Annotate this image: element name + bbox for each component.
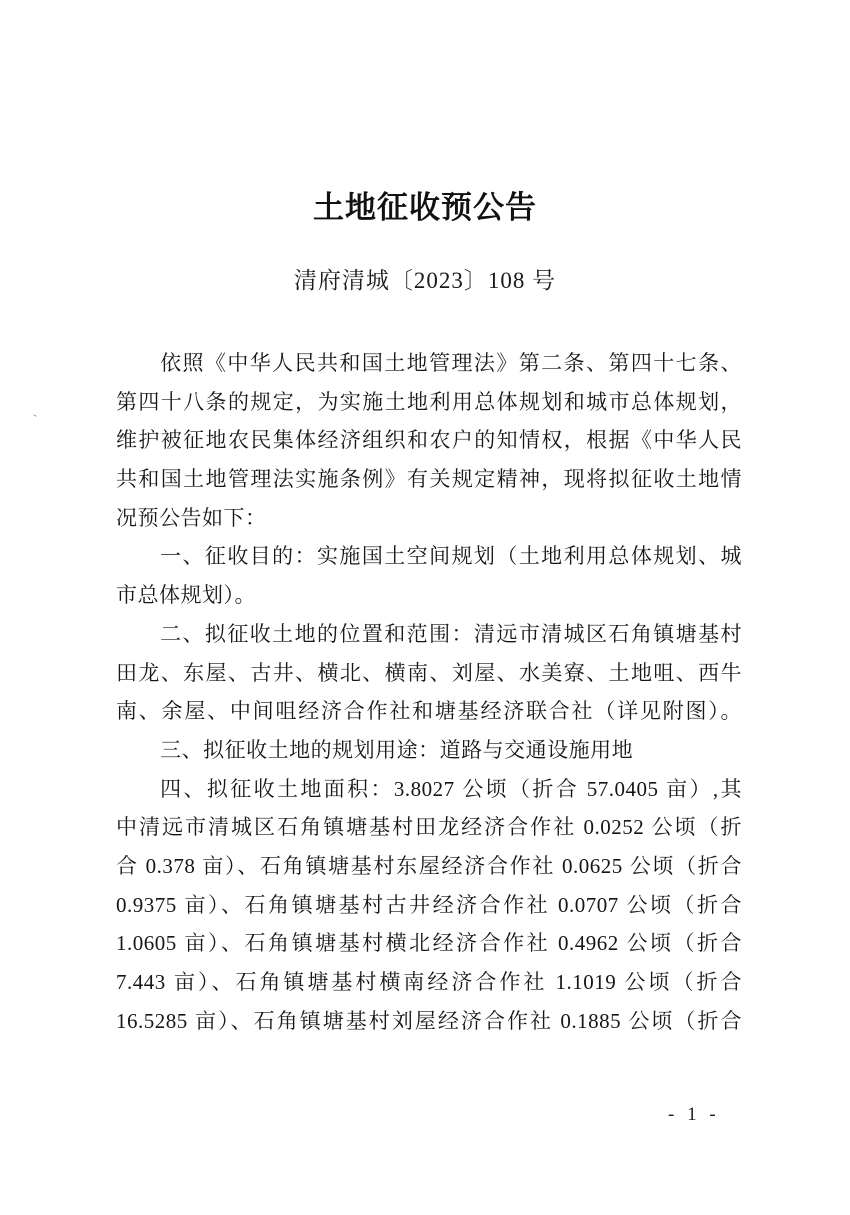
body-line: 合 0.378 亩）、石角镇塘基村东屋经济合作社 0.0625 公顷（折合 [116,853,742,878]
body-line: 南、余屋、中间咀经济合作社和塘基经济联合社（详见附图）。 [116,699,742,724]
body-line: 田龙、东屋、古井、横北、横南、刘屋、水美寮、土地咀、西牛 [116,660,742,685]
body-line: 二、拟征收土地的位置和范围：清远市清城区石角镇塘基村 [160,621,742,646]
body-line: 中清远市清城区石角镇塘基村田龙经济合作社 0.0252 公顷（折 [116,815,742,840]
body-line: 市总体规划）。 [116,583,256,608]
body-line: 0.9375 亩）、石角镇塘基村古井经济合作社 0.0707 公顷（折合 [116,892,742,917]
body-line: 四、拟征收土地面积：3.8027 公顷（折合 57.0405 亩）,其 [160,776,742,801]
scan-artifact-mark: 、 [30,404,45,420]
body-line: 第四十八条的规定，为实施土地利用总体规划和城市总体规划， [116,389,742,414]
body-line: 16.5285 亩）、石角镇塘基村刘屋经济合作社 0.1885 公顷（折合 [116,1008,742,1033]
document-number: 清府清城〔2023〕108 号 [293,268,557,293]
body-line: 1.0605 亩）、石角镇塘基村横北经济合作社 0.4962 公顷（折合 [116,931,742,956]
document-body [116,344,742,1040]
body-line: 一、征收目的：实施国土空间规划（土地利用总体规划、城 [160,544,742,569]
body-line: 共和国土地管理法实施条例》有关规定精神，现将拟征收土地情 [116,467,742,492]
body-line: 依照《中华人民共和国土地管理法》第二条、第四十七条、 [160,351,742,375]
body-line: 三、拟征收土地的规划用途：道路与交通设施用地 [160,737,634,762]
document-title: 土地征收预公告 [313,190,537,225]
page-number: - 1 - [668,1104,720,1125]
body-line: 况预公告如下： [116,505,267,530]
body-line: 维护被征地农民集体经济组织和农户的知情权，根据《中华人民 [116,428,742,453]
body-line: 7.443 亩）、石角镇塘基村横南经济合作社 1.1019 公顷（折合 [116,970,742,994]
